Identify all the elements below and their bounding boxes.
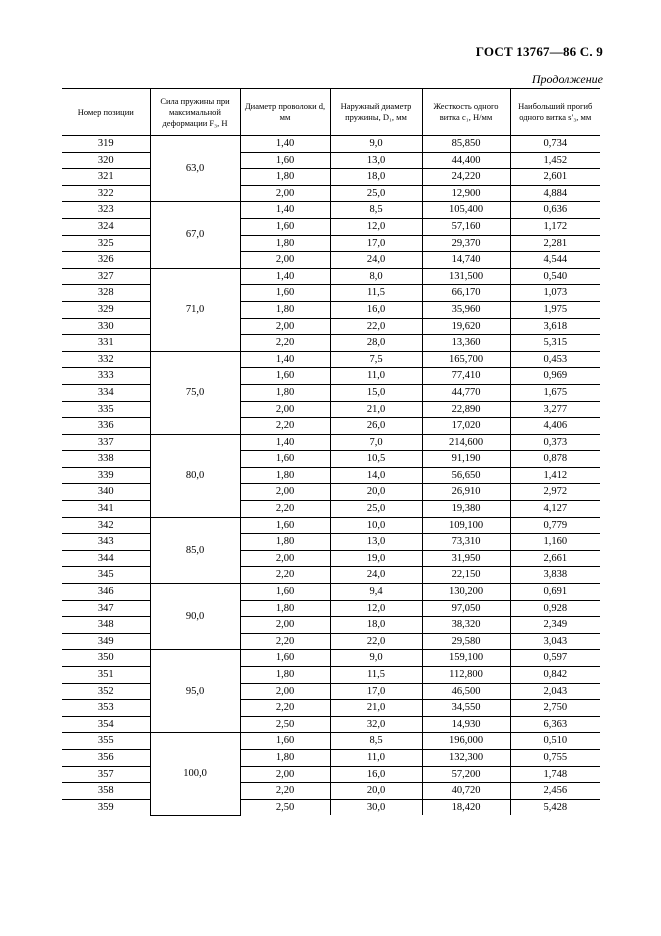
deflection-cell: 0,691 [510, 584, 600, 601]
stiffness-cell: 196,000 [422, 733, 510, 750]
deflection-cell: 1,160 [510, 534, 600, 551]
deflection-cell: 5,315 [510, 335, 600, 352]
deflection-cell: 2,349 [510, 617, 600, 634]
outer-diameter-cell: 24,0 [330, 252, 422, 269]
deflection-cell: 2,601 [510, 169, 600, 186]
stiffness-cell: 38,320 [422, 617, 510, 634]
position-cell: 354 [62, 716, 150, 733]
stiffness-cell: 29,370 [422, 235, 510, 252]
position-cell: 335 [62, 401, 150, 418]
wire-diameter-cell: 1,80 [240, 384, 330, 401]
deflection-cell: 1,748 [510, 766, 600, 783]
wire-diameter-cell: 1,60 [240, 285, 330, 302]
position-cell: 323 [62, 202, 150, 219]
table-row [62, 716, 600, 733]
force-cell: 67,0 [150, 202, 240, 268]
deflection-cell: 4,127 [510, 501, 600, 518]
outer-diameter-cell: 13,0 [330, 152, 422, 169]
wire-diameter-cell: 2,00 [240, 484, 330, 501]
outer-diameter-cell: 21,0 [330, 700, 422, 717]
table-row [62, 600, 600, 617]
table-row [62, 467, 600, 484]
position-cell: 342 [62, 517, 150, 534]
position-cell: 350 [62, 650, 150, 667]
wire-diameter-cell: 1,60 [240, 517, 330, 534]
stiffness-cell: 91,190 [422, 451, 510, 468]
table-row [62, 749, 600, 766]
table-row [62, 301, 600, 318]
outer-diameter-cell: 9,0 [330, 136, 422, 153]
wire-diameter-cell: 1,60 [240, 451, 330, 468]
stiffness-cell: 19,380 [422, 501, 510, 518]
deflection-cell: 1,073 [510, 285, 600, 302]
outer-diameter-cell: 20,0 [330, 484, 422, 501]
position-cell: 353 [62, 700, 150, 717]
table-row [62, 235, 600, 252]
stiffness-cell: 159,100 [422, 650, 510, 667]
position-cell: 319 [62, 136, 150, 153]
wire-diameter-cell: 2,20 [240, 418, 330, 435]
deflection-cell: 0,636 [510, 202, 600, 219]
position-cell: 348 [62, 617, 150, 634]
deflection-cell: 0,842 [510, 667, 600, 684]
outer-diameter-cell: 20,0 [330, 783, 422, 800]
stiffness-cell: 12,900 [422, 185, 510, 202]
position-cell: 331 [62, 335, 150, 352]
table-row [62, 202, 600, 219]
wire-diameter-cell: 1,60 [240, 650, 330, 667]
column-header-force: Сила пружины при максимальной деформации F₃, Н [150, 89, 240, 136]
stiffness-cell: 24,220 [422, 169, 510, 186]
outer-diameter-cell: 15,0 [330, 384, 422, 401]
deflection-cell: 4,544 [510, 252, 600, 269]
position-cell: 327 [62, 268, 150, 285]
wire-diameter-cell: 1,60 [240, 368, 330, 385]
outer-diameter-cell: 24,0 [330, 567, 422, 584]
position-cell: 322 [62, 185, 150, 202]
position-cell: 334 [62, 384, 150, 401]
stiffness-cell: 97,050 [422, 600, 510, 617]
position-cell: 355 [62, 733, 150, 750]
stiffness-cell: 73,310 [422, 534, 510, 551]
position-cell: 338 [62, 451, 150, 468]
column-header-max-deflection: Наибольший прогиб одного витка s′₃, мм [510, 89, 600, 136]
stiffness-cell: 132,300 [422, 749, 510, 766]
outer-diameter-cell: 14,0 [330, 467, 422, 484]
deflection-cell: 1,675 [510, 384, 600, 401]
deflection-cell: 1,452 [510, 152, 600, 169]
stiffness-cell: 46,500 [422, 683, 510, 700]
wire-diameter-cell: 2,20 [240, 783, 330, 800]
stiffness-cell: 22,890 [422, 401, 510, 418]
stiffness-cell: 35,960 [422, 301, 510, 318]
position-cell: 352 [62, 683, 150, 700]
wire-diameter-cell: 1,80 [240, 749, 330, 766]
deflection-cell: 4,884 [510, 185, 600, 202]
stiffness-cell: 165,700 [422, 351, 510, 368]
position-cell: 328 [62, 285, 150, 302]
deflection-cell: 4,406 [510, 418, 600, 435]
position-cell: 336 [62, 418, 150, 435]
table-row [62, 252, 600, 269]
outer-diameter-cell: 19,0 [330, 550, 422, 567]
force-cell: 90,0 [150, 584, 240, 650]
wire-diameter-cell: 2,20 [240, 501, 330, 518]
table-row [62, 799, 600, 815]
table-row [62, 783, 600, 800]
outer-diameter-cell: 18,0 [330, 617, 422, 634]
outer-diameter-cell: 12,0 [330, 218, 422, 235]
deflection-cell: 1,412 [510, 467, 600, 484]
table-row [62, 218, 600, 235]
table-row [62, 484, 600, 501]
table-row [62, 351, 600, 368]
column-header-wire-diameter: Диаметр проволоки d, мм [240, 89, 330, 136]
table-row [62, 733, 600, 750]
wire-diameter-cell: 2,00 [240, 252, 330, 269]
position-cell: 357 [62, 766, 150, 783]
table-row [62, 451, 600, 468]
deflection-cell: 2,661 [510, 550, 600, 567]
stiffness-cell: 40,720 [422, 783, 510, 800]
table-row [62, 617, 600, 634]
column-header-position: Номер позиции [62, 89, 150, 136]
position-cell: 341 [62, 501, 150, 518]
outer-diameter-cell: 17,0 [330, 683, 422, 700]
position-cell: 324 [62, 218, 150, 235]
force-cell: 100,0 [150, 733, 240, 815]
table-row [62, 136, 600, 153]
wire-diameter-cell: 1,40 [240, 434, 330, 451]
wire-diameter-cell: 2,00 [240, 401, 330, 418]
stiffness-cell: 31,950 [422, 550, 510, 567]
deflection-cell: 2,750 [510, 700, 600, 717]
position-cell: 326 [62, 252, 150, 269]
table-row [62, 401, 600, 418]
wire-diameter-cell: 1,60 [240, 584, 330, 601]
position-cell: 340 [62, 484, 150, 501]
deflection-cell: 2,043 [510, 683, 600, 700]
stiffness-cell: 130,200 [422, 584, 510, 601]
deflection-cell: 2,281 [510, 235, 600, 252]
stiffness-cell: 77,410 [422, 368, 510, 385]
table-row [62, 567, 600, 584]
force-cell: 63,0 [150, 136, 240, 202]
deflection-cell: 0,928 [510, 600, 600, 617]
position-cell: 332 [62, 351, 150, 368]
outer-diameter-cell: 11,0 [330, 368, 422, 385]
table-row [62, 185, 600, 202]
deflection-cell: 3,618 [510, 318, 600, 335]
force-cell: 75,0 [150, 351, 240, 434]
deflection-cell: 5,428 [510, 799, 600, 815]
stiffness-cell: 57,200 [422, 766, 510, 783]
wire-diameter-cell: 1,80 [240, 235, 330, 252]
outer-diameter-cell: 10,5 [330, 451, 422, 468]
force-cell: 85,0 [150, 517, 240, 583]
deflection-cell: 0,373 [510, 434, 600, 451]
outer-diameter-cell: 12,0 [330, 600, 422, 617]
position-cell: 349 [62, 633, 150, 650]
deflection-cell: 6,363 [510, 716, 600, 733]
stiffness-cell: 18,420 [422, 799, 510, 815]
wire-diameter-cell: 2,50 [240, 716, 330, 733]
wire-diameter-cell: 2,00 [240, 318, 330, 335]
outer-diameter-cell: 11,5 [330, 667, 422, 684]
table-row [62, 633, 600, 650]
stiffness-cell: 85,850 [422, 136, 510, 153]
table-header-row [62, 89, 600, 136]
position-cell: 330 [62, 318, 150, 335]
deflection-cell: 0,734 [510, 136, 600, 153]
table-row [62, 534, 600, 551]
wire-diameter-cell: 2,20 [240, 633, 330, 650]
position-cell: 347 [62, 600, 150, 617]
deflection-cell: 0,969 [510, 368, 600, 385]
table-row [62, 667, 600, 684]
stiffness-cell: 57,160 [422, 218, 510, 235]
stiffness-cell: 214,600 [422, 434, 510, 451]
wire-diameter-cell: 1,40 [240, 351, 330, 368]
table-row [62, 700, 600, 717]
stiffness-cell: 131,500 [422, 268, 510, 285]
wire-diameter-cell: 2,50 [240, 799, 330, 815]
deflection-cell: 0,453 [510, 351, 600, 368]
outer-diameter-cell: 9,4 [330, 584, 422, 601]
outer-diameter-cell: 10,0 [330, 517, 422, 534]
table-row [62, 318, 600, 335]
stiffness-cell: 29,580 [422, 633, 510, 650]
deflection-cell: 2,972 [510, 484, 600, 501]
deflection-cell: 1,975 [510, 301, 600, 318]
table-row [62, 169, 600, 186]
table-row [62, 384, 600, 401]
position-cell: 345 [62, 567, 150, 584]
deflection-cell: 0,510 [510, 733, 600, 750]
wire-diameter-cell: 2,00 [240, 766, 330, 783]
deflection-cell: 1,172 [510, 218, 600, 235]
wire-diameter-cell: 1,40 [240, 268, 330, 285]
outer-diameter-cell: 9,0 [330, 650, 422, 667]
deflection-cell: 0,755 [510, 749, 600, 766]
wire-diameter-cell: 2,00 [240, 185, 330, 202]
wire-diameter-cell: 1,80 [240, 667, 330, 684]
wire-diameter-cell: 1,80 [240, 301, 330, 318]
stiffness-cell: 13,360 [422, 335, 510, 352]
position-cell: 320 [62, 152, 150, 169]
outer-diameter-cell: 17,0 [330, 235, 422, 252]
springs-table [62, 88, 600, 816]
wire-diameter-cell: 1,60 [240, 152, 330, 169]
stiffness-cell: 44,400 [422, 152, 510, 169]
table-row [62, 683, 600, 700]
deflection-cell: 3,838 [510, 567, 600, 584]
outer-diameter-cell: 32,0 [330, 716, 422, 733]
wire-diameter-cell: 2,00 [240, 683, 330, 700]
wire-diameter-cell: 1,40 [240, 202, 330, 219]
table-row [62, 418, 600, 435]
outer-diameter-cell: 21,0 [330, 401, 422, 418]
stiffness-cell: 17,020 [422, 418, 510, 435]
table-row [62, 584, 600, 601]
force-cell: 80,0 [150, 434, 240, 517]
outer-diameter-cell: 18,0 [330, 169, 422, 186]
position-cell: 325 [62, 235, 150, 252]
position-cell: 343 [62, 534, 150, 551]
table-row [62, 434, 600, 451]
position-cell: 344 [62, 550, 150, 567]
outer-diameter-cell: 16,0 [330, 766, 422, 783]
stiffness-cell: 109,100 [422, 517, 510, 534]
position-cell: 333 [62, 368, 150, 385]
wire-diameter-cell: 1,80 [240, 600, 330, 617]
table-row [62, 368, 600, 385]
stiffness-cell: 56,650 [422, 467, 510, 484]
table-row [62, 268, 600, 285]
stiffness-cell: 34,550 [422, 700, 510, 717]
force-cell: 95,0 [150, 650, 240, 733]
wire-diameter-cell: 2,20 [240, 700, 330, 717]
table-row [62, 650, 600, 667]
stiffness-cell: 66,170 [422, 285, 510, 302]
wire-diameter-cell: 1,60 [240, 733, 330, 750]
outer-diameter-cell: 13,0 [330, 534, 422, 551]
stiffness-cell: 22,150 [422, 567, 510, 584]
outer-diameter-cell: 8,5 [330, 202, 422, 219]
stiffness-cell: 19,620 [422, 318, 510, 335]
table-row [62, 517, 600, 534]
table-row [62, 550, 600, 567]
outer-diameter-cell: 8,0 [330, 268, 422, 285]
outer-diameter-cell: 26,0 [330, 418, 422, 435]
continuation-label: Продолжение [531, 72, 603, 86]
column-header-outer-diameter: Наружный диаметр пружины, D₁, мм [330, 89, 422, 136]
position-cell: 356 [62, 749, 150, 766]
column-header-stiffness: Жесткость одного витка c₁, Н/мм [422, 89, 510, 136]
table-row [62, 152, 600, 169]
wire-diameter-cell: 2,20 [240, 567, 330, 584]
position-cell: 359 [62, 799, 150, 815]
wire-diameter-cell: 2,20 [240, 335, 330, 352]
stiffness-cell: 14,740 [422, 252, 510, 269]
stiffness-cell: 14,930 [422, 716, 510, 733]
wire-diameter-cell: 1,40 [240, 136, 330, 153]
deflection-cell: 0,540 [510, 268, 600, 285]
outer-diameter-cell: 8,5 [330, 733, 422, 750]
outer-diameter-cell: 25,0 [330, 185, 422, 202]
deflection-cell: 3,277 [510, 401, 600, 418]
stiffness-cell: 112,800 [422, 667, 510, 684]
outer-diameter-cell: 11,0 [330, 749, 422, 766]
position-cell: 339 [62, 467, 150, 484]
outer-diameter-cell: 22,0 [330, 318, 422, 335]
deflection-cell: 2,456 [510, 783, 600, 800]
stiffness-cell: 44,770 [422, 384, 510, 401]
position-cell: 329 [62, 301, 150, 318]
position-cell: 351 [62, 667, 150, 684]
position-cell: 337 [62, 434, 150, 451]
position-cell: 346 [62, 584, 150, 601]
deflection-cell: 0,779 [510, 517, 600, 534]
wire-diameter-cell: 2,00 [240, 617, 330, 634]
outer-diameter-cell: 7,5 [330, 351, 422, 368]
deflection-cell: 0,878 [510, 451, 600, 468]
wire-diameter-cell: 1,60 [240, 218, 330, 235]
deflection-cell: 0,597 [510, 650, 600, 667]
outer-diameter-cell: 16,0 [330, 301, 422, 318]
page-header: ГОСТ 13767—86 С. 9 [475, 44, 603, 59]
table-row [62, 501, 600, 518]
table-row [62, 766, 600, 783]
position-cell: 321 [62, 169, 150, 186]
outer-diameter-cell: 7,0 [330, 434, 422, 451]
outer-diameter-cell: 30,0 [330, 799, 422, 815]
table-row [62, 335, 600, 352]
wire-diameter-cell: 1,80 [240, 467, 330, 484]
outer-diameter-cell: 25,0 [330, 501, 422, 518]
table-row [62, 285, 600, 302]
stiffness-cell: 105,400 [422, 202, 510, 219]
position-cell: 358 [62, 783, 150, 800]
wire-diameter-cell: 2,00 [240, 550, 330, 567]
outer-diameter-cell: 28,0 [330, 335, 422, 352]
outer-diameter-cell: 11,5 [330, 285, 422, 302]
stiffness-cell: 26,910 [422, 484, 510, 501]
deflection-cell: 3,043 [510, 633, 600, 650]
outer-diameter-cell: 22,0 [330, 633, 422, 650]
force-cell: 71,0 [150, 268, 240, 351]
wire-diameter-cell: 1,80 [240, 534, 330, 551]
wire-diameter-cell: 1,80 [240, 169, 330, 186]
